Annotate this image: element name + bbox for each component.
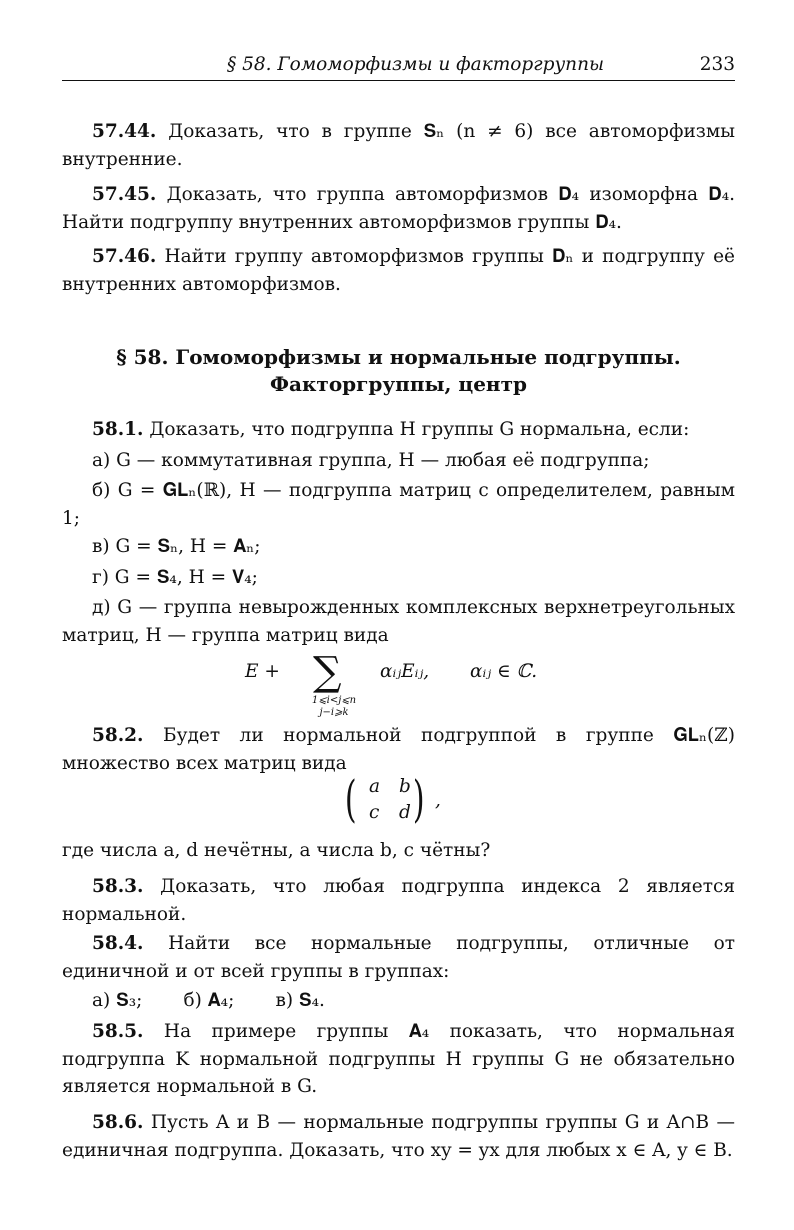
problem-text: Пусть A и B — нормальные подгруппы группы G и A∩B — единичная подгруппа. Доказать, что xy = yx для любых x ∈ A, y ∈ B. [62,1112,735,1161]
problem-text: Доказать, что в группе 𝐒ₙ (n ≠ 6) все автоморфизмы внутренние. [62,121,735,170]
problem-number: 57.44. [92,121,157,142]
formula-left: E + [245,661,280,682]
problem-text: Будет ли нормальной подгруппой в группе 𝐆𝐋ₙ(ℤ) множество всех матриц вида [62,725,735,774]
item-d: д) G — группа невырожденных комплексных верхнетреугольных матриц, H — группа матриц вида [62,597,735,646]
matrix-b: b [399,776,411,797]
problem-57-45 [62,181,735,236]
header-title: § 58. Гомоморфизмы и факторгруппы [227,54,605,75]
item-v: в) G = 𝐒ₙ, H = 𝐀ₙ; [92,536,261,557]
right-paren: ) [412,770,425,828]
left-paren: ( [344,770,357,828]
problem-number: 58.6. [92,1112,144,1133]
section-heading-line1: § 58. Гомоморфизмы и нормальные подгруппы. [116,345,681,369]
item-a: а) G — коммутативная группа, H — любая её подгруппа; [92,450,650,471]
problem-number: 58.4. [92,933,144,954]
problem-number: 57.45. [92,184,157,205]
problem-number: 58.3. [92,876,144,897]
matrix-c: c [369,802,380,823]
problem-58-5 [62,1018,735,1101]
problem-text: Доказать, что группа автоморфизмов 𝐃₄ изоморфна 𝐃₄. Найти подгруппу внутренних автоморфизмов группы 𝐃₄. [62,184,735,233]
problem-text: Найти все нормальные подгруппы, отличные от единичной и от всей группы в группах: [62,933,735,982]
section-heading-line2: Факторгруппы, центр [270,372,527,396]
problem-58-2-continuation: где числа a, d нечётны, а числа b, c чётны? [62,840,491,861]
problem-58-4 [62,930,735,985]
problem-text: Доказать, что подгруппа H группы G нормальна, если: [143,419,690,440]
problem-58-3 [62,873,735,928]
problem-number: 58.2. [92,725,144,746]
sum-formula [245,649,565,725]
item-b: б) G = 𝐆𝐋ₙ(ℝ), H — подгруппа матриц с определителем, равным 1; [62,480,735,529]
problem-number: 57.46. [92,246,157,267]
problem-58-1 [62,416,735,444]
limit-2: j−i⩾k [319,707,349,718]
matrix-comma: , [435,790,441,811]
problem-57-46 [62,243,735,298]
problem-text: Найти группу автоморфизмов группы 𝐃ₙ и подгруппу её внутренних автоморфизмов. [62,246,735,295]
item-g: г) G = 𝐒₄, H = 𝐕₄; [92,567,258,588]
running-header [62,52,735,81]
problem-number: 58.5. [92,1021,144,1042]
problem-text: На примере группы 𝐀₄ показать, что нормальная подгруппа K нормальной подгруппы H группы G не обязательно является нормальной в G. [62,1021,735,1097]
problem-58-2 [62,722,735,777]
sum-sign: ∑ [313,649,342,695]
formula-term: αᵢⱼEᵢⱼ, [380,661,430,682]
sum-limits [289,695,379,719]
problem-58-4-items: а) 𝐒₃; б) 𝐀₄; в) 𝐒₄. [92,990,325,1011]
problem-58-6 [62,1109,735,1164]
limit-1: 1⩽i<j⩽n [311,695,357,706]
problem-text: Доказать, что любая подгруппа индекса 2 является нормальной. [62,876,735,925]
formula-condition: αᵢⱼ ∈ ℂ. [470,661,538,682]
matrix-a: a [369,776,381,797]
problem-57-44 [62,118,735,173]
matrix-d: d [399,802,411,823]
problem-number: 58.1. [92,419,144,440]
page-number: 233 [699,54,735,75]
